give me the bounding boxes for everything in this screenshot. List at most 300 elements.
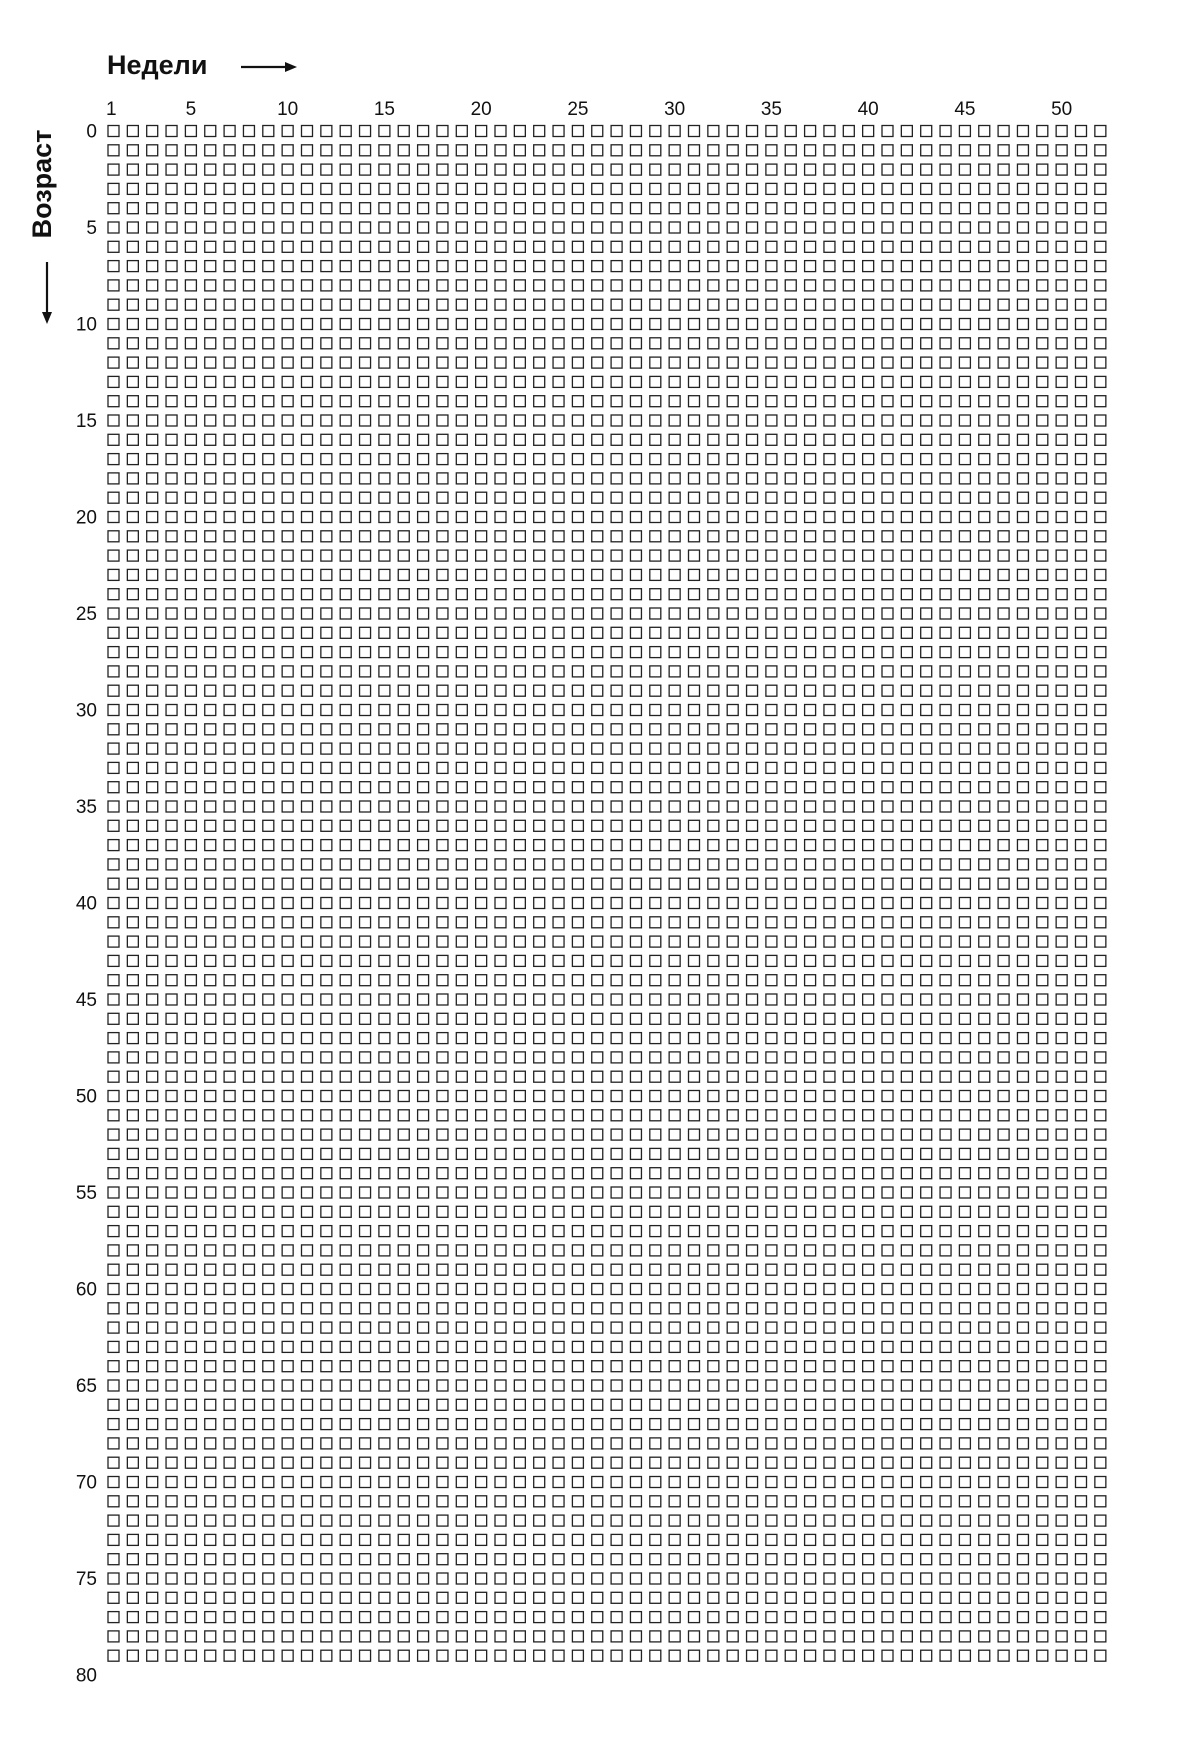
week-box[interactable] bbox=[379, 1534, 390, 1545]
week-box[interactable] bbox=[998, 1399, 1009, 1410]
week-box[interactable] bbox=[921, 473, 932, 484]
week-box[interactable] bbox=[998, 1110, 1009, 1121]
week-box[interactable] bbox=[650, 569, 661, 580]
week-box[interactable] bbox=[998, 685, 1009, 696]
week-box[interactable] bbox=[611, 1592, 622, 1603]
week-box[interactable] bbox=[863, 1071, 874, 1082]
week-box[interactable] bbox=[940, 1477, 951, 1488]
week-box[interactable] bbox=[824, 724, 835, 735]
week-box[interactable] bbox=[669, 898, 680, 909]
week-box[interactable] bbox=[147, 782, 158, 793]
week-box[interactable] bbox=[340, 1496, 351, 1507]
week-box[interactable] bbox=[205, 1341, 216, 1352]
week-box[interactable] bbox=[495, 1052, 506, 1063]
week-box[interactable] bbox=[785, 1071, 796, 1082]
week-box[interactable] bbox=[998, 280, 1009, 291]
week-box[interactable] bbox=[1076, 685, 1087, 696]
week-box[interactable] bbox=[282, 203, 293, 214]
week-box[interactable] bbox=[1017, 685, 1028, 696]
week-box[interactable] bbox=[398, 1573, 409, 1584]
week-box[interactable] bbox=[495, 1303, 506, 1314]
week-box[interactable] bbox=[166, 492, 177, 503]
week-box[interactable] bbox=[766, 917, 777, 928]
week-box[interactable] bbox=[882, 820, 893, 831]
week-box[interactable] bbox=[127, 1187, 138, 1198]
week-box[interactable] bbox=[747, 512, 758, 523]
week-box[interactable] bbox=[1095, 1399, 1106, 1410]
week-box[interactable] bbox=[630, 1187, 641, 1198]
week-box[interactable] bbox=[1056, 994, 1067, 1005]
week-box[interactable] bbox=[302, 801, 313, 812]
week-box[interactable] bbox=[437, 666, 448, 677]
week-box[interactable] bbox=[940, 473, 951, 484]
week-box[interactable] bbox=[708, 955, 719, 966]
week-box[interactable] bbox=[998, 801, 1009, 812]
week-box[interactable] bbox=[282, 589, 293, 600]
week-box[interactable] bbox=[147, 222, 158, 233]
week-box[interactable] bbox=[321, 415, 332, 426]
week-box[interactable] bbox=[1056, 955, 1067, 966]
week-box[interactable] bbox=[805, 1496, 816, 1507]
week-box[interactable] bbox=[1076, 183, 1087, 194]
week-box[interactable] bbox=[863, 859, 874, 870]
week-box[interactable] bbox=[553, 1264, 564, 1275]
week-box[interactable] bbox=[901, 1052, 912, 1063]
week-box[interactable] bbox=[805, 666, 816, 677]
week-box[interactable] bbox=[514, 1496, 525, 1507]
week-box[interactable] bbox=[979, 627, 990, 638]
week-box[interactable] bbox=[940, 1361, 951, 1372]
week-box[interactable] bbox=[418, 434, 429, 445]
week-box[interactable] bbox=[379, 898, 390, 909]
week-box[interactable] bbox=[689, 743, 700, 754]
week-box[interactable] bbox=[147, 898, 158, 909]
week-box[interactable] bbox=[1017, 183, 1028, 194]
week-box[interactable] bbox=[1017, 1380, 1028, 1391]
week-box[interactable] bbox=[1037, 589, 1048, 600]
week-box[interactable] bbox=[1076, 1631, 1087, 1642]
week-box[interactable] bbox=[437, 627, 448, 638]
week-box[interactable] bbox=[534, 801, 545, 812]
week-box[interactable] bbox=[553, 357, 564, 368]
week-box[interactable] bbox=[863, 261, 874, 272]
week-box[interactable] bbox=[921, 1399, 932, 1410]
week-box[interactable] bbox=[979, 299, 990, 310]
week-box[interactable] bbox=[1037, 627, 1048, 638]
week-box[interactable] bbox=[940, 955, 951, 966]
week-box[interactable] bbox=[476, 1399, 487, 1410]
week-box[interactable] bbox=[1037, 473, 1048, 484]
week-box[interactable] bbox=[979, 898, 990, 909]
week-box[interactable] bbox=[514, 376, 525, 387]
week-box[interactable] bbox=[224, 1226, 235, 1237]
week-box[interactable] bbox=[534, 975, 545, 986]
week-box[interactable] bbox=[147, 724, 158, 735]
week-box[interactable] bbox=[495, 241, 506, 252]
week-box[interactable] bbox=[882, 473, 893, 484]
week-box[interactable] bbox=[747, 396, 758, 407]
week-box[interactable] bbox=[321, 762, 332, 773]
week-box[interactable] bbox=[998, 589, 1009, 600]
week-box[interactable] bbox=[437, 762, 448, 773]
week-box[interactable] bbox=[476, 1457, 487, 1468]
week-box[interactable] bbox=[1017, 608, 1028, 619]
week-box[interactable] bbox=[166, 1322, 177, 1333]
week-box[interactable] bbox=[282, 1245, 293, 1256]
week-box[interactable] bbox=[224, 376, 235, 387]
week-box[interactable] bbox=[1095, 1303, 1106, 1314]
week-box[interactable] bbox=[940, 762, 951, 773]
week-box[interactable] bbox=[127, 1245, 138, 1256]
week-box[interactable] bbox=[572, 569, 583, 580]
week-box[interactable] bbox=[727, 1110, 738, 1121]
week-box[interactable] bbox=[127, 1612, 138, 1623]
week-box[interactable] bbox=[185, 473, 196, 484]
week-box[interactable] bbox=[747, 261, 758, 272]
week-box[interactable] bbox=[553, 1206, 564, 1217]
week-box[interactable] bbox=[263, 1380, 274, 1391]
week-box[interactable] bbox=[921, 1091, 932, 1102]
week-box[interactable] bbox=[863, 319, 874, 330]
week-box[interactable] bbox=[669, 1187, 680, 1198]
week-box[interactable] bbox=[1037, 820, 1048, 831]
week-box[interactable] bbox=[166, 1303, 177, 1314]
week-box[interactable] bbox=[863, 183, 874, 194]
week-box[interactable] bbox=[669, 1631, 680, 1642]
week-box[interactable] bbox=[1056, 1110, 1067, 1121]
week-box[interactable] bbox=[495, 820, 506, 831]
week-box[interactable] bbox=[127, 1033, 138, 1044]
week-box[interactable] bbox=[843, 1033, 854, 1044]
week-box[interactable] bbox=[1017, 627, 1028, 638]
week-box[interactable] bbox=[689, 1419, 700, 1430]
week-box[interactable] bbox=[689, 1245, 700, 1256]
week-box[interactable] bbox=[437, 1091, 448, 1102]
week-box[interactable] bbox=[147, 203, 158, 214]
week-box[interactable] bbox=[785, 415, 796, 426]
week-box[interactable] bbox=[1095, 1438, 1106, 1449]
week-box[interactable] bbox=[592, 1650, 603, 1661]
week-box[interactable] bbox=[263, 1631, 274, 1642]
week-box[interactable] bbox=[263, 859, 274, 870]
week-box[interactable] bbox=[572, 1573, 583, 1584]
week-box[interactable] bbox=[418, 126, 429, 137]
week-box[interactable] bbox=[418, 550, 429, 561]
week-box[interactable] bbox=[495, 550, 506, 561]
week-box[interactable] bbox=[1056, 1071, 1067, 1082]
week-box[interactable] bbox=[185, 1187, 196, 1198]
week-box[interactable] bbox=[1017, 415, 1028, 426]
week-box[interactable] bbox=[650, 589, 661, 600]
week-box[interactable] bbox=[669, 1245, 680, 1256]
week-box[interactable] bbox=[379, 955, 390, 966]
week-box[interactable] bbox=[766, 1129, 777, 1140]
week-box[interactable] bbox=[611, 550, 622, 561]
week-box[interactable] bbox=[147, 1033, 158, 1044]
week-box[interactable] bbox=[321, 705, 332, 716]
week-box[interactable] bbox=[959, 705, 970, 716]
week-box[interactable] bbox=[476, 936, 487, 947]
week-box[interactable] bbox=[340, 994, 351, 1005]
week-box[interactable] bbox=[1076, 396, 1087, 407]
week-box[interactable] bbox=[456, 434, 467, 445]
week-box[interactable] bbox=[785, 801, 796, 812]
week-box[interactable] bbox=[514, 492, 525, 503]
week-box[interactable] bbox=[321, 338, 332, 349]
week-box[interactable] bbox=[959, 1534, 970, 1545]
week-box[interactable] bbox=[824, 1554, 835, 1565]
week-box[interactable] bbox=[630, 878, 641, 889]
week-box[interactable] bbox=[727, 1245, 738, 1256]
week-box[interactable] bbox=[398, 1341, 409, 1352]
week-box[interactable] bbox=[127, 1438, 138, 1449]
week-box[interactable] bbox=[805, 1303, 816, 1314]
week-box[interactable] bbox=[882, 1612, 893, 1623]
week-box[interactable] bbox=[456, 1534, 467, 1545]
week-box[interactable] bbox=[360, 1438, 371, 1449]
week-box[interactable] bbox=[243, 840, 254, 851]
week-box[interactable] bbox=[882, 1341, 893, 1352]
week-box[interactable] bbox=[553, 936, 564, 947]
week-box[interactable] bbox=[901, 319, 912, 330]
week-box[interactable] bbox=[185, 1129, 196, 1140]
week-box[interactable] bbox=[882, 1419, 893, 1430]
week-box[interactable] bbox=[611, 859, 622, 870]
week-box[interactable] bbox=[302, 1573, 313, 1584]
week-box[interactable] bbox=[572, 1496, 583, 1507]
week-box[interactable] bbox=[630, 473, 641, 484]
week-box[interactable] bbox=[553, 434, 564, 445]
week-box[interactable] bbox=[185, 1554, 196, 1565]
week-box[interactable] bbox=[843, 1303, 854, 1314]
week-box[interactable] bbox=[766, 376, 777, 387]
week-box[interactable] bbox=[340, 975, 351, 986]
week-box[interactable] bbox=[476, 338, 487, 349]
week-box[interactable] bbox=[766, 724, 777, 735]
week-box[interactable] bbox=[398, 936, 409, 947]
week-box[interactable] bbox=[1076, 1187, 1087, 1198]
week-box[interactable] bbox=[1076, 415, 1087, 426]
week-box[interactable] bbox=[921, 1206, 932, 1217]
week-box[interactable] bbox=[843, 820, 854, 831]
week-box[interactable] bbox=[108, 1612, 119, 1623]
week-box[interactable] bbox=[127, 473, 138, 484]
week-box[interactable] bbox=[282, 338, 293, 349]
week-box[interactable] bbox=[147, 840, 158, 851]
week-box[interactable] bbox=[824, 1631, 835, 1642]
week-box[interactable] bbox=[534, 261, 545, 272]
week-box[interactable] bbox=[418, 1477, 429, 1488]
week-box[interactable] bbox=[843, 1573, 854, 1584]
week-box[interactable] bbox=[766, 666, 777, 677]
week-box[interactable] bbox=[302, 1650, 313, 1661]
week-box[interactable] bbox=[495, 492, 506, 503]
week-box[interactable] bbox=[785, 241, 796, 252]
week-box[interactable] bbox=[689, 898, 700, 909]
week-box[interactable] bbox=[127, 1206, 138, 1217]
week-box[interactable] bbox=[398, 840, 409, 851]
week-box[interactable] bbox=[553, 280, 564, 291]
week-box[interactable] bbox=[592, 473, 603, 484]
week-box[interactable] bbox=[1037, 512, 1048, 523]
week-box[interactable] bbox=[785, 261, 796, 272]
week-box[interactable] bbox=[263, 801, 274, 812]
week-box[interactable] bbox=[1017, 261, 1028, 272]
week-box[interactable] bbox=[127, 299, 138, 310]
week-box[interactable] bbox=[689, 1303, 700, 1314]
week-box[interactable] bbox=[689, 1496, 700, 1507]
week-box[interactable] bbox=[456, 878, 467, 889]
week-box[interactable] bbox=[243, 164, 254, 175]
week-box[interactable] bbox=[766, 1110, 777, 1121]
week-box[interactable] bbox=[708, 898, 719, 909]
week-box[interactable] bbox=[147, 1419, 158, 1430]
week-box[interactable] bbox=[1076, 955, 1087, 966]
week-box[interactable] bbox=[611, 917, 622, 928]
week-box[interactable] bbox=[1076, 1168, 1087, 1179]
week-box[interactable] bbox=[340, 1013, 351, 1024]
week-box[interactable] bbox=[1076, 994, 1087, 1005]
week-box[interactable] bbox=[437, 434, 448, 445]
week-box[interactable] bbox=[1056, 1206, 1067, 1217]
week-box[interactable] bbox=[959, 685, 970, 696]
week-box[interactable] bbox=[708, 1052, 719, 1063]
week-box[interactable] bbox=[766, 203, 777, 214]
week-box[interactable] bbox=[572, 1554, 583, 1565]
week-box[interactable] bbox=[766, 396, 777, 407]
week-box[interactable] bbox=[205, 454, 216, 465]
week-box[interactable] bbox=[1037, 1226, 1048, 1237]
week-box[interactable] bbox=[863, 222, 874, 233]
week-box[interactable] bbox=[901, 492, 912, 503]
week-box[interactable] bbox=[166, 1226, 177, 1237]
week-box[interactable] bbox=[437, 338, 448, 349]
week-box[interactable] bbox=[108, 1554, 119, 1565]
week-box[interactable] bbox=[340, 1515, 351, 1526]
week-box[interactable] bbox=[669, 550, 680, 561]
week-box[interactable] bbox=[1037, 1013, 1048, 1024]
week-box[interactable] bbox=[340, 434, 351, 445]
week-box[interactable] bbox=[843, 1110, 854, 1121]
week-box[interactable] bbox=[1056, 1284, 1067, 1295]
week-box[interactable] bbox=[302, 1515, 313, 1526]
week-box[interactable] bbox=[205, 164, 216, 175]
week-box[interactable] bbox=[708, 241, 719, 252]
week-box[interactable] bbox=[727, 1091, 738, 1102]
week-box[interactable] bbox=[708, 762, 719, 773]
week-box[interactable] bbox=[669, 512, 680, 523]
week-box[interactable] bbox=[959, 126, 970, 137]
week-box[interactable] bbox=[805, 1110, 816, 1121]
week-box[interactable] bbox=[185, 1438, 196, 1449]
week-box[interactable] bbox=[959, 878, 970, 889]
week-box[interactable] bbox=[979, 685, 990, 696]
week-box[interactable] bbox=[418, 1264, 429, 1275]
week-box[interactable] bbox=[147, 975, 158, 986]
week-box[interactable] bbox=[553, 1554, 564, 1565]
week-box[interactable] bbox=[766, 975, 777, 986]
week-box[interactable] bbox=[437, 1496, 448, 1507]
week-box[interactable] bbox=[901, 878, 912, 889]
week-box[interactable] bbox=[630, 608, 641, 619]
week-box[interactable] bbox=[998, 1612, 1009, 1623]
week-box[interactable] bbox=[321, 1496, 332, 1507]
week-box[interactable] bbox=[147, 1091, 158, 1102]
week-box[interactable] bbox=[243, 376, 254, 387]
week-box[interactable] bbox=[282, 1110, 293, 1121]
week-box[interactable] bbox=[940, 126, 951, 137]
week-box[interactable] bbox=[592, 1496, 603, 1507]
week-box[interactable] bbox=[147, 801, 158, 812]
week-box[interactable] bbox=[514, 994, 525, 1005]
week-box[interactable] bbox=[572, 724, 583, 735]
week-box[interactable] bbox=[205, 1419, 216, 1430]
week-box[interactable] bbox=[1076, 1071, 1087, 1082]
week-box[interactable] bbox=[572, 145, 583, 156]
week-box[interactable] bbox=[592, 1612, 603, 1623]
week-box[interactable] bbox=[127, 743, 138, 754]
week-box[interactable] bbox=[534, 1457, 545, 1468]
week-box[interactable] bbox=[669, 357, 680, 368]
week-box[interactable] bbox=[611, 1264, 622, 1275]
week-box[interactable] bbox=[882, 1631, 893, 1642]
week-box[interactable] bbox=[321, 1091, 332, 1102]
week-box[interactable] bbox=[727, 434, 738, 445]
week-box[interactable] bbox=[379, 241, 390, 252]
week-box[interactable] bbox=[863, 454, 874, 465]
week-box[interactable] bbox=[1076, 1650, 1087, 1661]
week-box[interactable] bbox=[127, 1303, 138, 1314]
week-box[interactable] bbox=[921, 1245, 932, 1256]
week-box[interactable] bbox=[514, 1187, 525, 1198]
week-box[interactable] bbox=[205, 1477, 216, 1488]
week-box[interactable] bbox=[418, 338, 429, 349]
week-box[interactable] bbox=[959, 550, 970, 561]
week-box[interactable] bbox=[514, 1226, 525, 1237]
week-box[interactable] bbox=[108, 1341, 119, 1352]
week-box[interactable] bbox=[456, 1303, 467, 1314]
week-box[interactable] bbox=[611, 145, 622, 156]
week-box[interactable] bbox=[1076, 1477, 1087, 1488]
week-box[interactable] bbox=[1017, 1033, 1028, 1044]
week-box[interactable] bbox=[708, 1303, 719, 1314]
week-box[interactable] bbox=[747, 743, 758, 754]
week-box[interactable] bbox=[1017, 878, 1028, 889]
week-box[interactable] bbox=[650, 376, 661, 387]
week-box[interactable] bbox=[534, 1380, 545, 1391]
week-box[interactable] bbox=[689, 183, 700, 194]
week-box[interactable] bbox=[669, 203, 680, 214]
week-box[interactable] bbox=[1037, 164, 1048, 175]
week-box[interactable] bbox=[689, 1148, 700, 1159]
week-box[interactable] bbox=[1095, 705, 1106, 716]
week-box[interactable] bbox=[630, 434, 641, 445]
week-box[interactable] bbox=[921, 917, 932, 928]
week-box[interactable] bbox=[669, 1515, 680, 1526]
week-box[interactable] bbox=[205, 955, 216, 966]
week-box[interactable] bbox=[379, 801, 390, 812]
week-box[interactable] bbox=[708, 454, 719, 465]
week-box[interactable] bbox=[572, 512, 583, 523]
week-box[interactable] bbox=[360, 569, 371, 580]
week-box[interactable] bbox=[650, 531, 661, 542]
week-box[interactable] bbox=[998, 338, 1009, 349]
week-box[interactable] bbox=[998, 608, 1009, 619]
week-box[interactable] bbox=[766, 1013, 777, 1024]
week-box[interactable] bbox=[398, 1457, 409, 1468]
week-box[interactable] bbox=[921, 820, 932, 831]
week-box[interactable] bbox=[998, 1380, 1009, 1391]
